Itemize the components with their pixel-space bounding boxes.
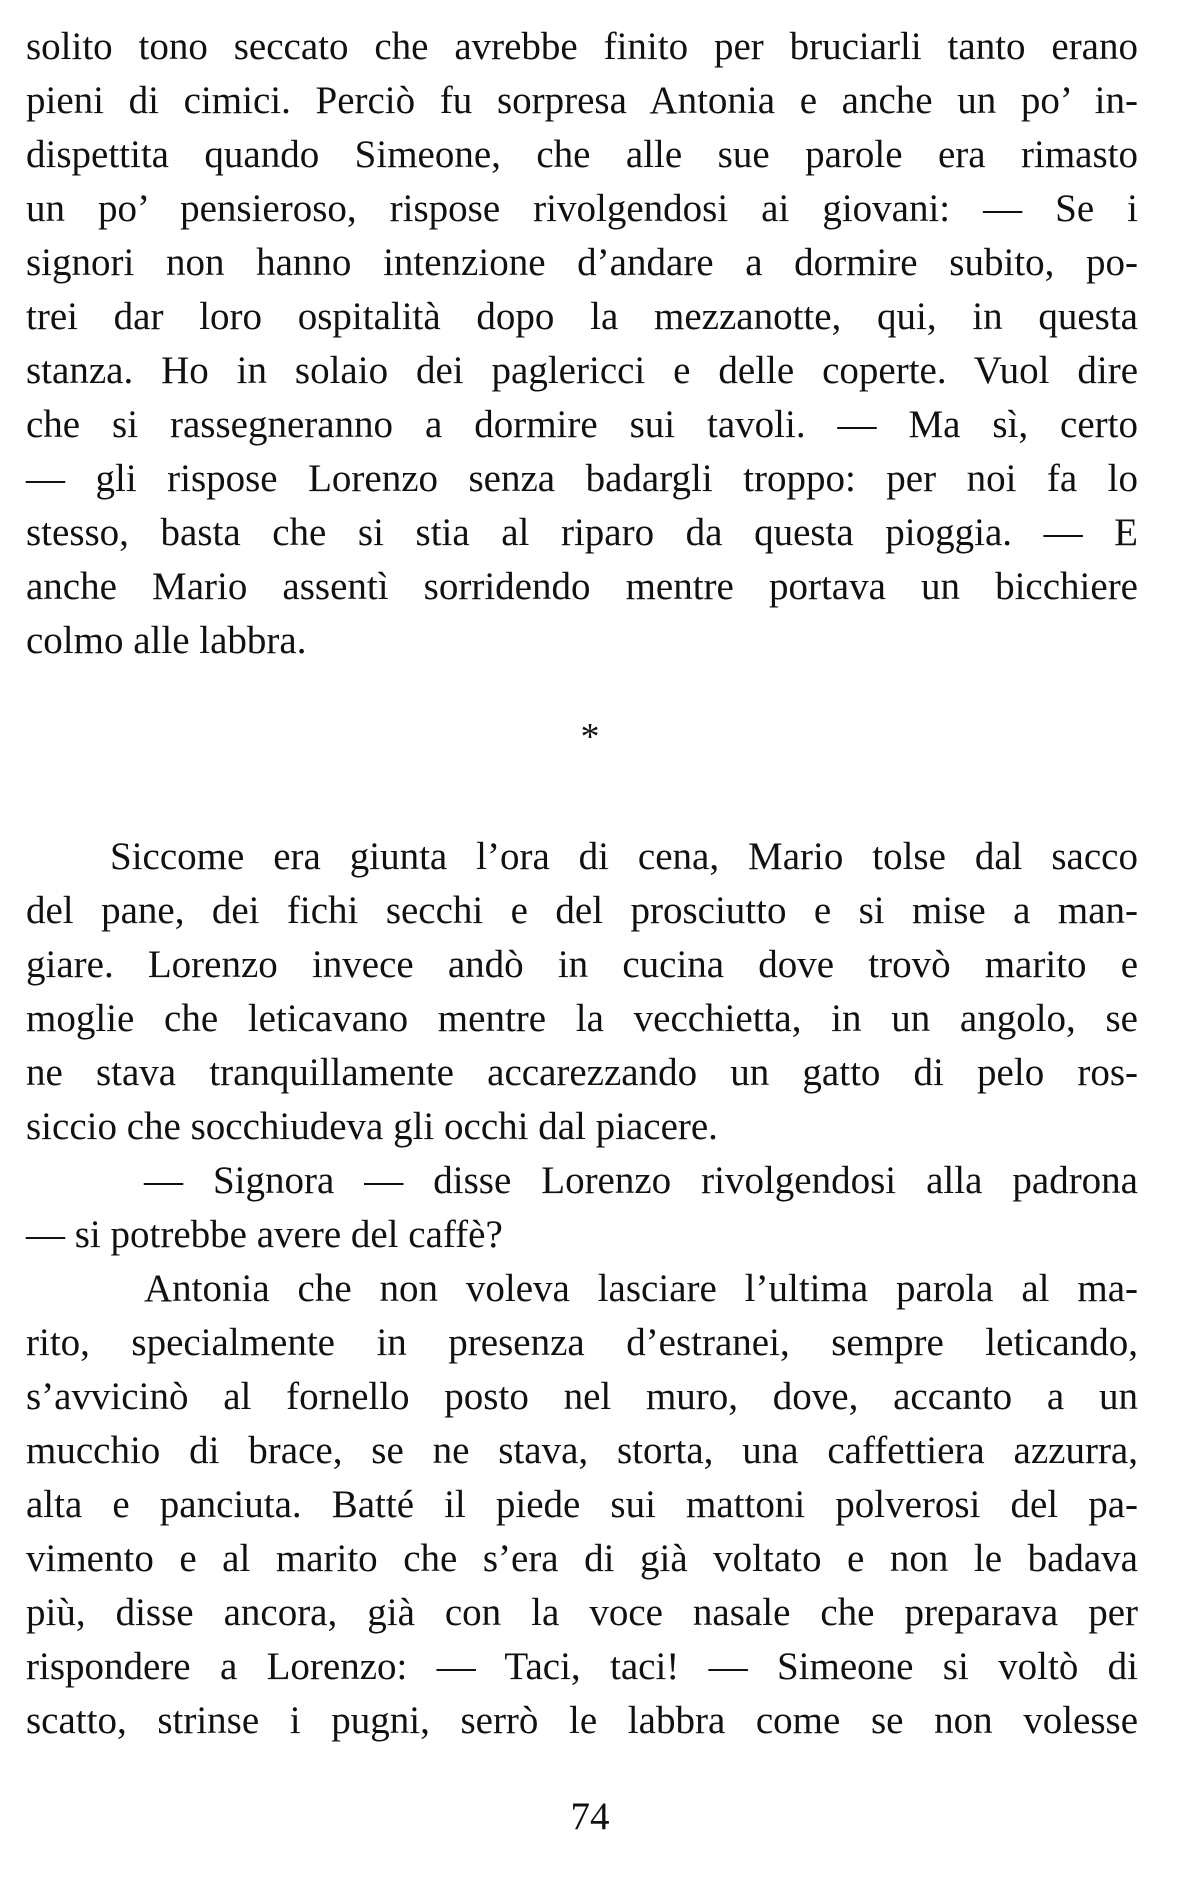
text-line: stesso, basta che si stia al riparo da questa pioggia. — E — [26, 511, 1138, 554]
text-line: colmo alle labbra. — [26, 619, 307, 662]
page-number: 74 — [570, 1795, 610, 1838]
text-line: che si rassegneranno a dormire sui tavoli. — Ma sì, certo — [26, 403, 1138, 446]
text-line: pieni di cimici. Perciò fu sorpresa Antonia e anche un po’ in- — [26, 79, 1138, 122]
text-line: Antonia che non voleva lasciare l’ultima parola al ma- — [144, 1267, 1138, 1310]
text-line: siccio che socchiudeva gli occhi dal piacere. — [26, 1105, 718, 1148]
text-line: stanza. Ho in solaio dei paglericci e delle coperte. Vuol dire — [26, 349, 1138, 392]
text-line: s’avvicinò al fornello posto nel muro, dove, accanto a un — [26, 1375, 1138, 1418]
text-line: anche Mario assentì sorridendo mentre portava un bicchiere — [26, 565, 1138, 608]
text-line: moglie che leticavano mentre la vecchietta, in un angolo, se — [26, 997, 1138, 1040]
paragraph-1 — [26, 20, 1138, 668]
text-line: più, disse ancora, già con la voce nasale che preparava per — [26, 1591, 1138, 1634]
text-line: dispettita quando Simeone, che alle sue parole era rimasto — [26, 133, 1138, 176]
text-line: vimento e al marito che s’era di già voltato e non le badava — [26, 1537, 1138, 1580]
text-line: rito, specialmente in presenza d’estranei, sempre leticando, — [26, 1321, 1138, 1364]
text-line: Siccome era giunta l’ora di cena, Mario tolse dal sacco — [110, 835, 1138, 878]
text-line: alta e panciuta. Batté il piede sui mattoni polverosi del pa- — [26, 1483, 1138, 1526]
text-line: — Signora — disse Lorenzo rivolgendosi alla padrona — [144, 1159, 1138, 1202]
text-line: ne stava tranquillamente accarezzando un gatto di pelo ros- — [26, 1051, 1138, 1094]
text-line: un po’ pensieroso, rispose rivolgendosi ai giovani: — Se i — [26, 187, 1138, 230]
paragraph-2 — [26, 830, 1138, 1748]
text-line: del pane, dei fichi secchi e del prosciutto e si mise a man- — [26, 889, 1138, 932]
section-separator: * — [580, 716, 600, 758]
text-line: trei dar loro ospitalità dopo la mezzanotte, qui, in questa — [26, 295, 1138, 338]
text-line: mucchio di brace, se ne stava, storta, una caffettiera azzurra, — [26, 1429, 1138, 1472]
text-line: — gli rispose Lorenzo senza badargli troppo: per noi fa lo — [26, 457, 1138, 500]
text-line: signori non hanno intenzione d’andare a dormire subito, po- — [26, 241, 1138, 284]
text-line: rispondere a Lorenzo: — Taci, taci! — Simeone si voltò di — [26, 1645, 1138, 1688]
text-line: giare. Lorenzo invece andò in cucina dove trovò marito e — [26, 943, 1138, 986]
text-line: — si potrebbe avere del caffè? — [26, 1213, 503, 1256]
text-line: solito tono seccato che avrebbe finito per bruciarli tanto erano — [26, 25, 1138, 68]
text-line: scatto, strinse i pugni, serrò le labbra come se non volesse — [26, 1699, 1138, 1742]
